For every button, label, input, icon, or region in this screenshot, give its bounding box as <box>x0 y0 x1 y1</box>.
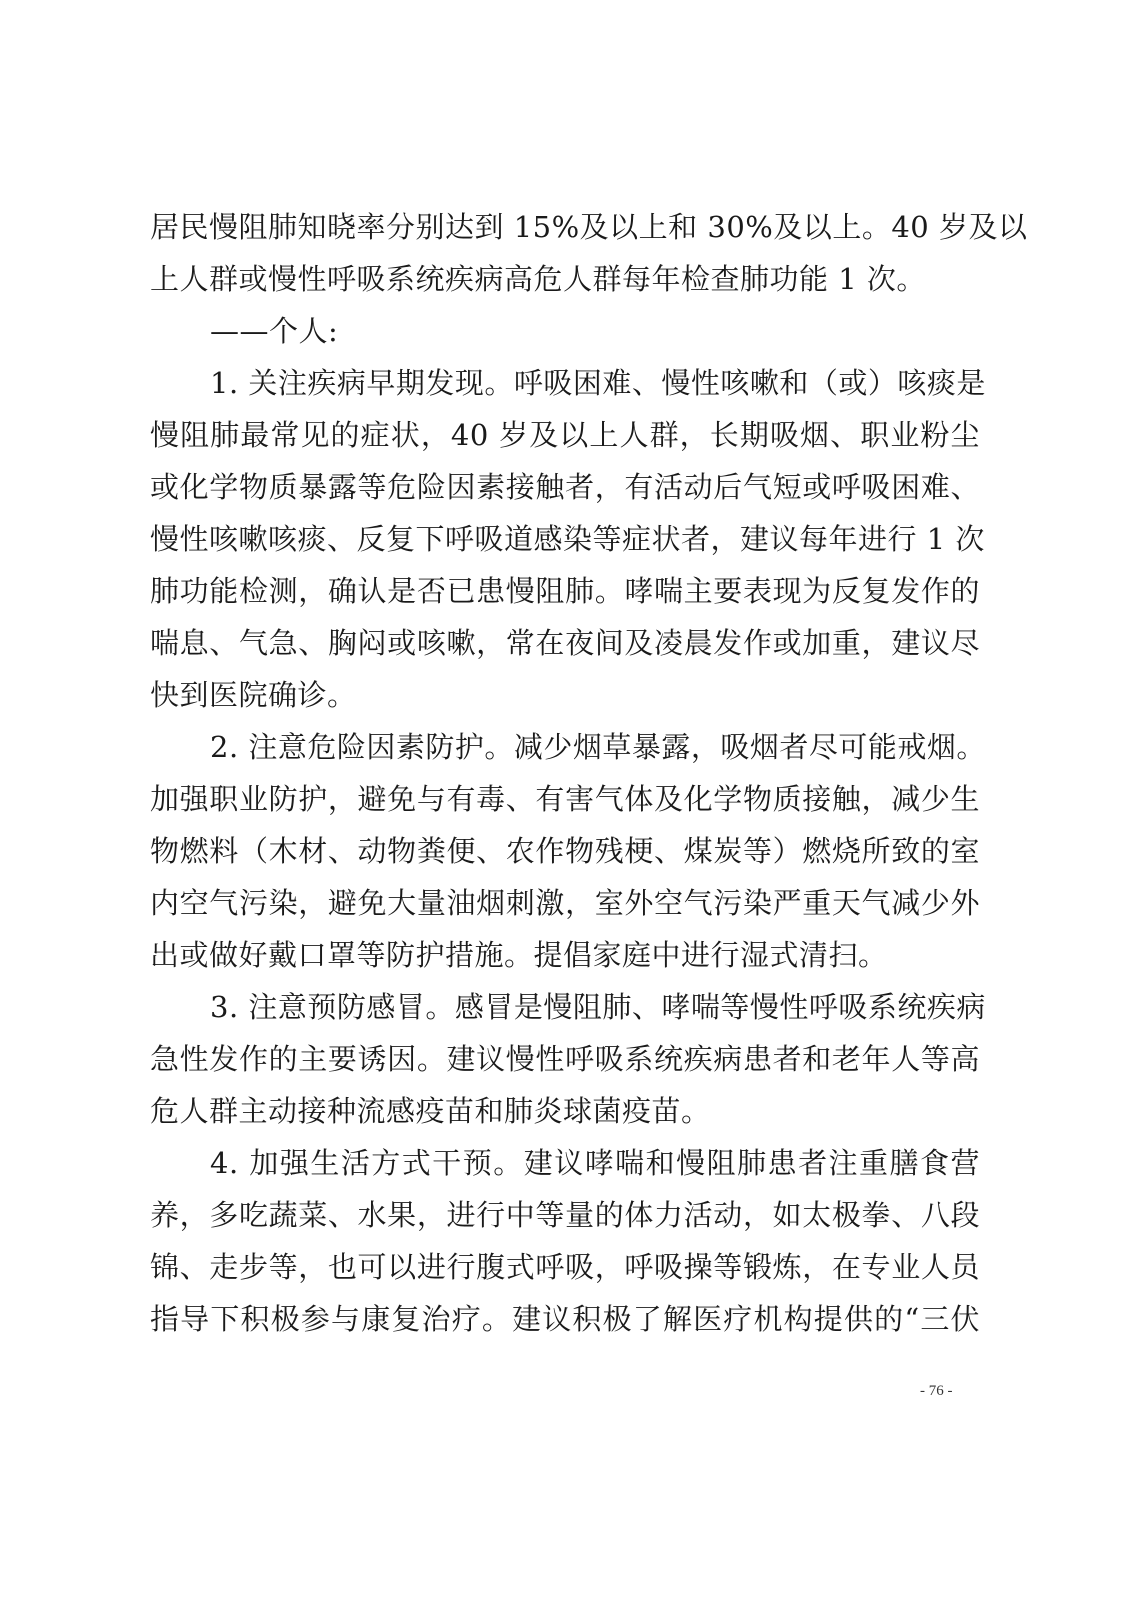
text-line: 内空气污染，避免大量油烟刺激，室外空气污染严重天气减少外 <box>150 886 980 920</box>
text-line: 物燃料（木材、动物粪便、农作物残梗、煤炭等）燃烧所致的室 <box>150 834 980 868</box>
text-line: 慢性咳嗽咳痰、反复下呼吸道感染等症状者，建议每年进行 1 次 <box>150 522 985 556</box>
text-line: 指导下积极参与康复治疗。建议积极了解医疗机构提供的“三伏 <box>150 1302 980 1336</box>
text-line: 急性发作的主要诱因。建议慢性呼吸系统疾病患者和老年人等高 <box>150 1042 980 1076</box>
text-line: 锦、走步等，也可以进行腹式呼吸，呼吸操等锻炼，在专业人员 <box>150 1250 980 1284</box>
text-line: 1. 关注疾病早期发现。呼吸困难、慢性咳嗽和（或）咳痰是 <box>210 366 986 400</box>
text-line: 或化学物质暴露等危险因素接触者，有活动后气短或呼吸困难、 <box>150 470 980 504</box>
text-line: 出或做好戴口罩等防护措施。提倡家庭中进行湿式清扫。 <box>150 938 888 972</box>
text-line: 喘息、气急、胸闷或咳嗽，常在夜间及凌晨发作或加重，建议尽 <box>150 626 980 660</box>
page-number: - 76 - <box>920 1383 953 1399</box>
text-line: 慢阻肺最常见的症状，40 岁及以上人群，长期吸烟、职业粉尘 <box>150 418 980 452</box>
text-line: 快到医院确诊。 <box>150 678 357 712</box>
text-line: 上人群或慢性呼吸系统疾病高危人群每年检查肺功能 1 次。 <box>150 262 926 296</box>
text-line: 3. 注意预防感冒。感冒是慢阻肺、哮喘等慢性呼吸系统疾病 <box>210 990 986 1024</box>
text-line: 危人群主动接种流感疫苗和肺炎球菌疫苗。 <box>150 1094 711 1128</box>
text-line: 养，多吃蔬菜、水果，进行中等量的体力活动，如太极拳、八段 <box>150 1198 980 1232</box>
text-line: 2. 注意危险因素防护。减少烟草暴露，吸烟者尽可能戒烟。 <box>210 730 986 764</box>
text-line: 居民慢阻肺知晓率分别达到 15%及以上和 30%及以上。40 岁及以 <box>150 210 1028 244</box>
text-line: 肺功能检测，确认是否已患慢阻肺。哮喘主要表现为反复发作的 <box>150 574 980 608</box>
text-line: 加强职业防护，避免与有毒、有害气体及化学物质接触，减少生 <box>150 782 980 816</box>
section-heading: ——个人: <box>210 314 339 348</box>
text-line: 4. 加强生活方式干预。建议哮喘和慢阻肺患者注重膳食营 <box>210 1146 980 1180</box>
